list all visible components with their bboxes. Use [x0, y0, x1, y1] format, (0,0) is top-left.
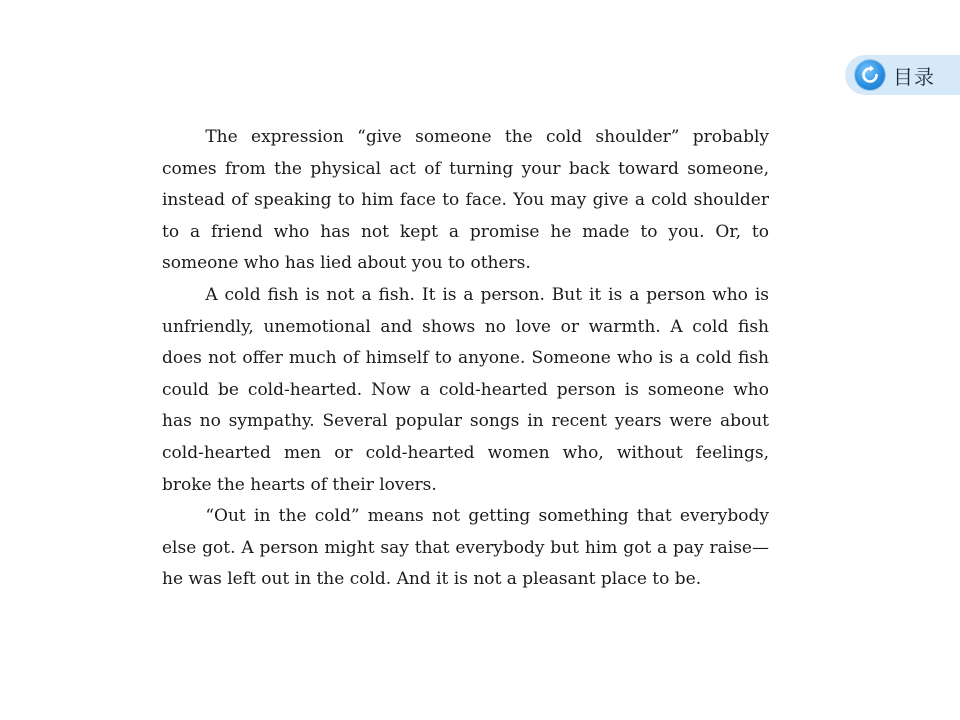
toc-button[interactable] — [845, 55, 960, 95]
article-body — [162, 122, 769, 596]
toc-label: 目录 — [893, 64, 935, 89]
paragraph-out-in-the-cold: “Out in the cold” means not getting something that everybody else got. A person might say that everybody but him got a pay raise—he was left out in the cold. And it is not a pleasant place to be. — [162, 506, 769, 590]
paragraph-cold-fish: A cold fish is not a fish. It is a person. But it is a person who is unfriendly, unemotional and shows no love or warmth. A cold fish does not offer much of himself to anyone. Someone who is a cold fish could be cold-hearted. Now a cold-hearted person is someone who has no sympathy. Several popular songs in recent years were about cold-hearted men or cold-hearted women who, without feelings, broke the hearts of their lovers. — [162, 284, 769, 495]
refresh-icon — [855, 60, 885, 90]
paragraph-cold-shoulder: The expression “give someone the cold shoulder” probably comes from the physical act of turning your back toward someone, instead of speaking to him face to face. You may give a cold shoulder to a friend who has not kept a promise he made to you. Or, to someone who has lied about you to others. — [162, 127, 769, 274]
